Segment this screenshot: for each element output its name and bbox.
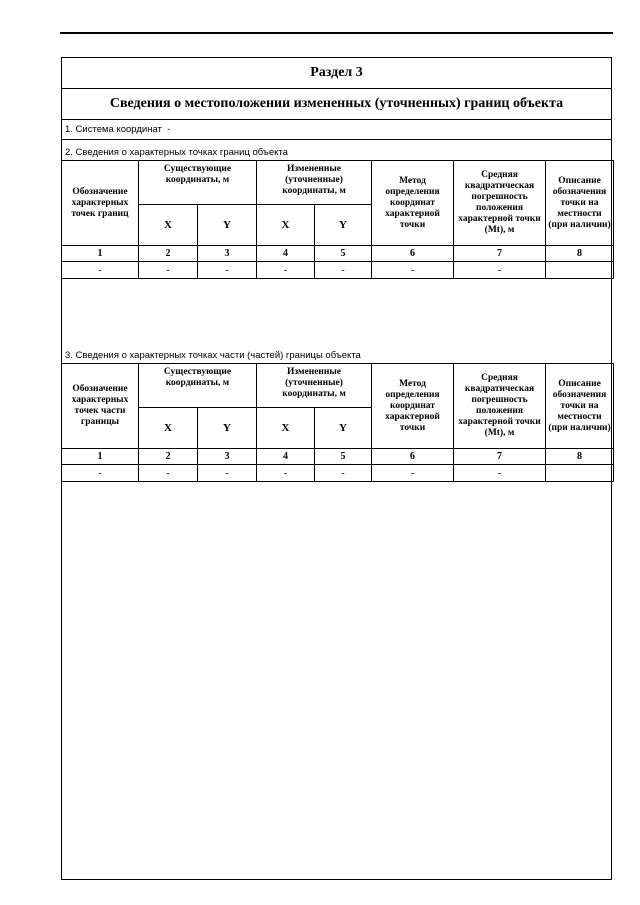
coordinate-system-row — [62, 119, 611, 140]
column-number: 2 — [139, 449, 198, 465]
column-number: 6 — [372, 246, 454, 262]
header-description: Описание обозначения точки на местности (при наличии) — [546, 364, 614, 449]
table-row — [62, 465, 614, 482]
header-changed-y: Y — [315, 408, 372, 449]
table-cell: - — [139, 465, 198, 482]
coordinate-system-value: - — [167, 123, 171, 135]
table-cell: - — [198, 262, 257, 279]
column-number: 6 — [372, 449, 454, 465]
header-designation: Обозначение характерных точек границ — [62, 161, 139, 246]
column-number: 2 — [139, 246, 198, 262]
table-cell — [546, 262, 614, 279]
table-cell: - — [372, 465, 454, 482]
column-number: 1 — [62, 246, 139, 262]
header-changed-y: Y — [315, 205, 372, 246]
header-existing-y: Y — [198, 205, 257, 246]
column-number: 7 — [454, 246, 546, 262]
section-title: Раздел 3 — [62, 58, 611, 89]
header-changed-x: X — [257, 205, 315, 246]
part-points-caption: 3. Сведения о характерных точках части (частей) границы объекта — [65, 350, 361, 361]
table-cell: - — [372, 262, 454, 279]
header-method: Метод определения координат характерной точки — [372, 161, 454, 246]
header-existing-x: X — [139, 205, 198, 246]
column-number: 7 — [454, 449, 546, 465]
column-number-row — [62, 449, 614, 465]
table-cell: - — [315, 262, 372, 279]
table-cell: - — [257, 465, 315, 482]
coordinate-system-label: 1. Система координат — [65, 123, 162, 135]
table-cell: - — [454, 262, 546, 279]
header-existing-y: Y — [198, 408, 257, 449]
header-method: Метод определения координат характерной точки — [372, 364, 454, 449]
column-number-row — [62, 246, 614, 262]
table-cell: - — [139, 262, 198, 279]
column-number: 8 — [546, 449, 614, 465]
table-cell: - — [315, 465, 372, 482]
table-cell — [546, 465, 614, 482]
column-number: 1 — [62, 449, 139, 465]
header-existing-x: X — [139, 408, 198, 449]
column-number: 5 — [315, 246, 372, 262]
header-existing-coords: Существующие координаты, м — [139, 364, 257, 408]
table-cell: - — [198, 465, 257, 482]
column-number: 3 — [198, 246, 257, 262]
column-number: 5 — [315, 449, 372, 465]
table-cell: - — [454, 465, 546, 482]
column-number: 3 — [198, 449, 257, 465]
table-cell: - — [62, 262, 139, 279]
column-number: 4 — [257, 449, 315, 465]
top-rule — [60, 32, 613, 34]
header-changed-coords: Измененные (уточненные) координаты, м — [257, 364, 372, 408]
header-existing-coords: Существующие координаты, м — [139, 161, 257, 205]
boundary-points-caption: 2. Сведения о характерных точках границ объекта — [65, 147, 288, 158]
table-cell: - — [257, 262, 315, 279]
boundary-points-table — [61, 160, 614, 279]
column-number: 4 — [257, 246, 315, 262]
table-cell: - — [62, 465, 139, 482]
table-row — [62, 262, 614, 279]
section-frame — [61, 57, 612, 880]
header-accuracy: Средняя квадратическая погрешность положения характерной точки (Mt), м — [454, 364, 546, 449]
part-points-table — [61, 363, 614, 482]
header-accuracy: Средняя квадратическая погрешность положения характерной точки (Mt), м — [454, 161, 546, 246]
column-number: 8 — [546, 246, 614, 262]
header-description: Описание обозначения точки на местности (при наличии) — [546, 161, 614, 246]
header-designation: Обозначение характерных точек части границы — [62, 364, 139, 449]
header-changed-coords: Измененные (уточненные) координаты, м — [257, 161, 372, 205]
section-subtitle: Сведения о местоположении измененных (уточненных) границ объекта — [62, 88, 611, 120]
header-changed-x: X — [257, 408, 315, 449]
